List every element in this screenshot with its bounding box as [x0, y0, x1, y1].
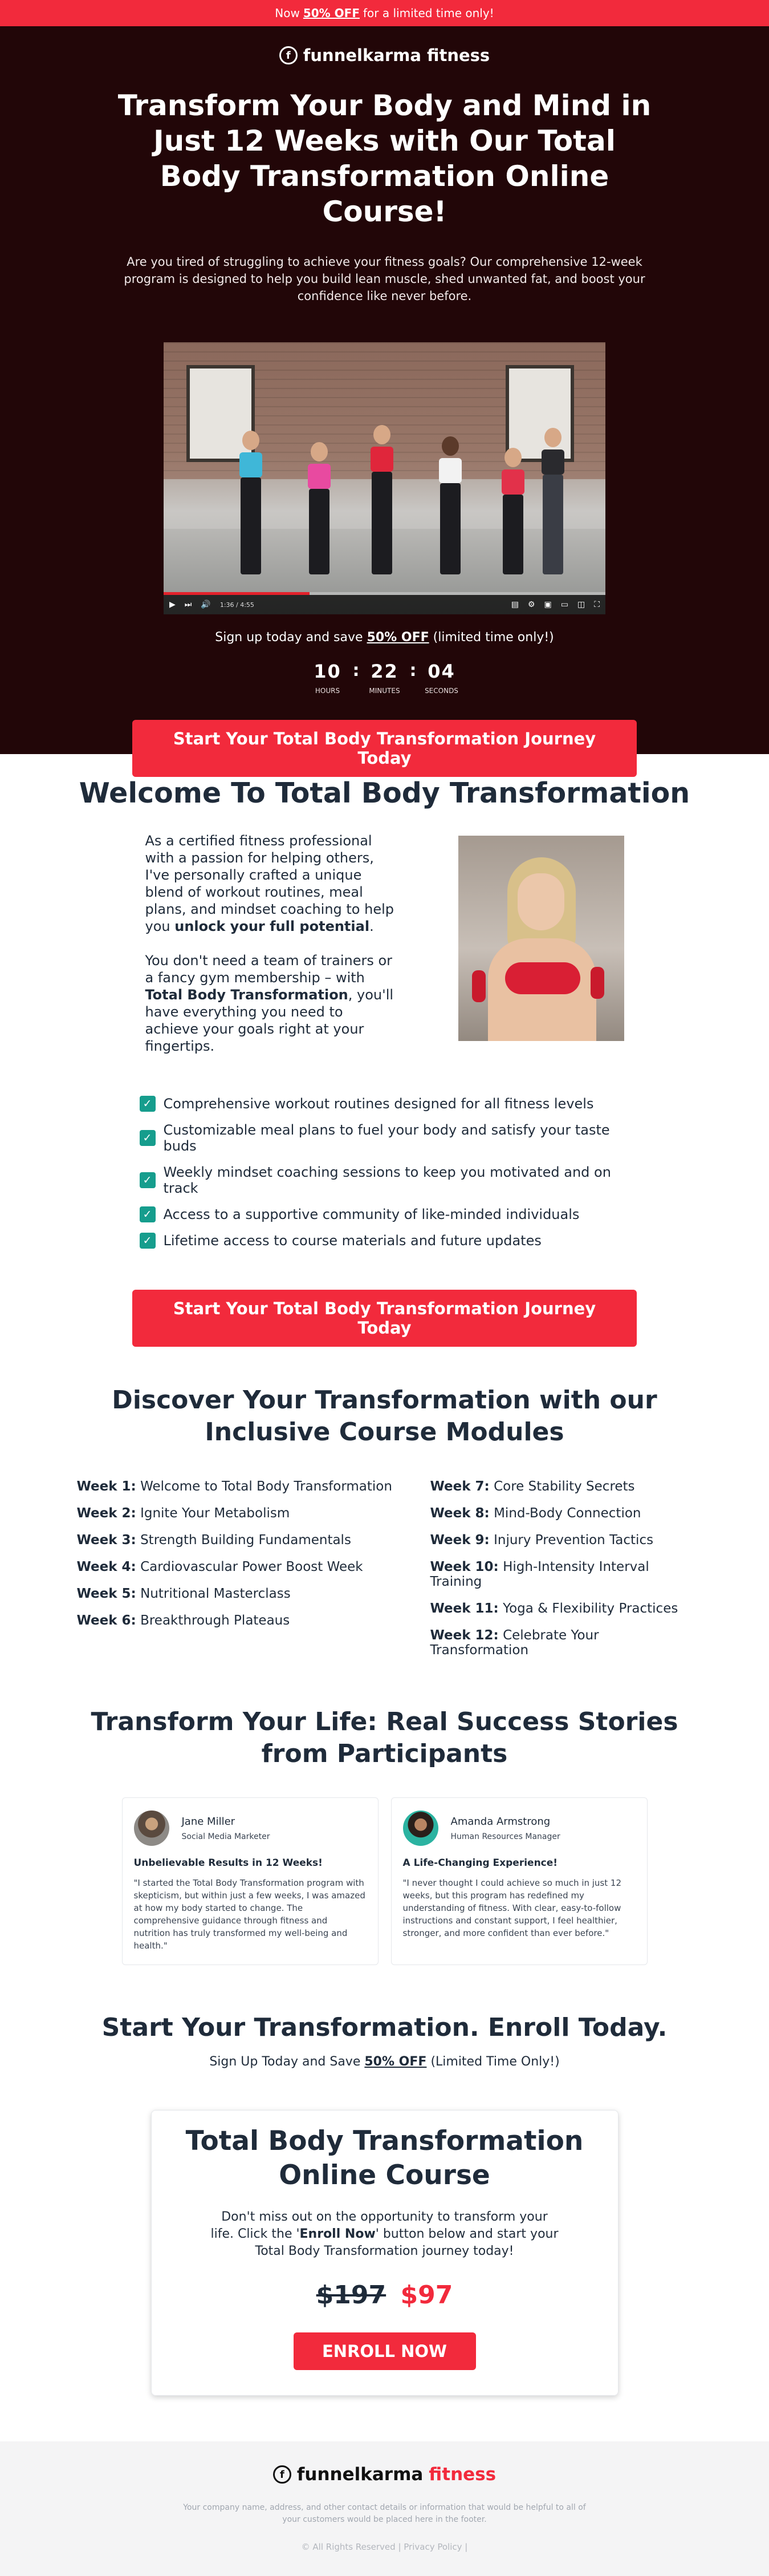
module-item	[430, 1479, 693, 1494]
check-icon: ✓	[140, 1206, 156, 1222]
checklist-text: Weekly mindset coaching sessions to keep you motivated and on track	[163, 1164, 611, 1196]
module-name: Core Stability Secrets	[494, 1479, 635, 1494]
checklist-item	[140, 1122, 630, 1154]
welcome-p2-end: , you'll have everything you need to achieve your goals right at your fingertips.	[145, 987, 394, 1054]
module-item	[77, 1613, 430, 1628]
module-name: Strength Building Fundamentals	[140, 1533, 351, 1548]
volume-icon[interactable]: 🔊	[201, 600, 211, 609]
module-week: Week 5:	[76, 1586, 136, 1601]
brand-logo[interactable]	[0, 26, 769, 65]
welcome-p1-end: .	[369, 918, 374, 934]
welcome-text	[145, 832, 396, 1055]
testimonial-quote: "I started the Total Body Transformation program with skepticism, but within just a few weeks, I was amazed at how my body started to change. The comprehensive guidance through fitness and nutrition has truly transformed my well-being and health."	[133, 1878, 365, 1951]
module-name: Celebrate Your Transformation	[430, 1628, 599, 1658]
module-item	[430, 1560, 693, 1589]
modules-title: Discover Your Transformation with our Inclusive Course Modules	[112, 1386, 657, 1447]
countdown-hours	[311, 661, 345, 695]
testimonial-headline: A Life-Changing Experience!	[402, 1857, 558, 1869]
module-name: Welcome to Total Body Transformation	[140, 1479, 392, 1494]
testimonial-header	[134, 1811, 367, 1846]
promo-prefix: Now	[275, 6, 300, 20]
checklist-item	[140, 1164, 630, 1196]
stories-section	[0, 1670, 769, 1965]
footer-address: Your company name, address, and other contact details or information that would be helpful to all of your customers would be placed here in the footer.	[183, 2503, 586, 2524]
enroll-sub-prefix: Sign Up Today and Save	[209, 2055, 361, 2069]
module-week: Week 10:	[430, 1560, 499, 1574]
module-week: Week 3:	[76, 1533, 136, 1548]
welcome-cta-button[interactable]: Start Your Total Body Transformation Journey Today	[132, 1290, 637, 1347]
stories-title: Transform Your Life: Real Success Stories from Participants	[91, 1707, 678, 1768]
promo-offer: 50% OFF	[303, 6, 360, 20]
cast-icon[interactable]: ◫	[577, 600, 585, 609]
testimonial-card	[122, 1797, 379, 1965]
testimonial-headline: Unbelievable Results in 12 Weeks!	[133, 1857, 323, 1869]
avatar	[134, 1811, 169, 1846]
module-week: Week 11:	[430, 1601, 499, 1616]
promo-banner	[0, 0, 769, 26]
check-icon: ✓	[140, 1130, 156, 1146]
module-name: Nutritional Masterclass	[140, 1586, 291, 1601]
module-week: Week 9:	[430, 1533, 490, 1548]
module-item	[77, 1560, 430, 1574]
welcome-p1-start: As a certified fitness professional with a passion for helping others, I've personally crafted a unique blend of workout routines, meal plans, and mindset coaching to help you	[145, 833, 394, 934]
module-item	[430, 1506, 693, 1521]
hero-section	[0, 26, 769, 768]
checklist-item	[140, 1096, 630, 1112]
check-icon: ✓	[140, 1233, 156, 1249]
welcome-p2-start: You don't need a team of trainers or a fancy gym membership – with	[145, 953, 393, 986]
enroll-section	[0, 1965, 769, 2396]
module-week: Week 1:	[76, 1479, 136, 1494]
testimonial-role: Human Resources Manager	[450, 1832, 560, 1841]
welcome-title: Welcome To Total Body Transformation	[79, 777, 690, 809]
theater-icon[interactable]: ▭	[560, 600, 568, 609]
modules-grid	[77, 1479, 693, 1670]
module-name: Breakthrough Plateaus	[140, 1613, 290, 1628]
offer-description	[208, 2209, 562, 2260]
module-item	[77, 1506, 430, 1521]
video-figure	[238, 431, 264, 574]
feature-checklist	[140, 1096, 630, 1249]
checklist-item	[140, 1233, 630, 1249]
welcome-p2-bold: Total Body Transformation	[145, 987, 348, 1003]
testimonial-header	[403, 1811, 636, 1846]
module-item	[430, 1601, 693, 1616]
module-name: High-Intensity Interval Training	[430, 1560, 649, 1589]
module-item	[430, 1533, 693, 1548]
signup-prefix: Sign up today and save	[215, 630, 363, 645]
offer-card	[151, 2110, 619, 2396]
signup-suffix: (limited time only!)	[433, 630, 554, 645]
module-name: Mind-Body Connection	[494, 1506, 641, 1521]
enroll-sub-suffix: (Limited Time Only!)	[430, 2055, 560, 2069]
price	[186, 2281, 584, 2310]
enroll-sub-offer: 50% OFF	[364, 2055, 427, 2069]
testimonial-quote: "I never thought I could achieve so much in just 12 weeks, but this program has redefined my understanding of fitness. With clear, easy-to-follow instructions and constant support, I feel healthier, stronger, and more confident than ever before."	[402, 1878, 621, 1938]
checklist-text: Customizable meal plans to fuel your body and satisfy your taste buds	[163, 1122, 610, 1154]
video-time: 1:36 / 4:55	[219, 601, 254, 609]
new-price: $97	[400, 2281, 453, 2310]
welcome-row	[145, 832, 624, 1055]
signup-offer: 50% OFF	[367, 630, 429, 645]
module-name: Injury Prevention Tactics	[494, 1533, 654, 1548]
footer-brand-accent: fitness	[429, 2464, 497, 2485]
footer-brand-main: funnelkarma	[296, 2464, 424, 2485]
signup-note	[0, 630, 769, 645]
hero-lead: Are you tired of struggling to achieve your fitness goals? Our comprehensive 12-week program is designed to help you build lean muscle, shed unwanted fat, and boost your confidence like never before.	[124, 255, 645, 303]
promo-suffix: for a limited time only!	[363, 6, 494, 20]
testimonial-card	[391, 1797, 648, 1965]
countdown-seconds	[425, 661, 459, 695]
captions-icon[interactable]: ▤	[511, 600, 519, 609]
welcome-p1-bold: unlock your full potential	[174, 918, 370, 934]
module-name: Ignite Your Metabolism	[140, 1506, 290, 1521]
footer-logo[interactable]	[0, 2464, 769, 2485]
check-icon: ✓	[140, 1096, 156, 1112]
countdown-hours-label: HOURS	[315, 687, 340, 695]
checklist-text: Access to a supportive community of like-minded individuals	[163, 1206, 580, 1222]
modules-column-right	[430, 1479, 693, 1670]
module-week: Week 6:	[76, 1613, 136, 1628]
check-icon: ✓	[140, 1172, 156, 1188]
countdown-seconds-value: 04	[428, 661, 455, 682]
checklist-text: Comprehensive workout routines designed for all fitness levels	[163, 1096, 594, 1112]
next-icon[interactable]: ⏭	[184, 600, 192, 609]
trainer-photo	[458, 836, 624, 1041]
countdown-hours-value: 10	[314, 661, 341, 682]
countdown-timer	[0, 661, 769, 695]
logo-icon: f	[273, 2465, 291, 2484]
offer-title: Total Body Transformation Online Course	[185, 2125, 584, 2191]
enroll-now-button[interactable]: ENROLL NOW	[294, 2332, 476, 2370]
module-week: Week 8:	[430, 1506, 490, 1521]
countdown-seconds-label: SECONDS	[425, 687, 458, 695]
testimonial-role: Social Media Marketer	[181, 1832, 270, 1841]
countdown-minutes	[368, 661, 402, 695]
testimonial-cards	[0, 1797, 769, 1965]
modules-section	[0, 1347, 769, 1670]
video-figure	[540, 428, 566, 574]
video-figure	[500, 448, 526, 574]
footer	[0, 2441, 769, 2576]
module-week: Week 7:	[430, 1479, 490, 1494]
module-week: Week 4:	[76, 1560, 136, 1574]
module-week: Week 2:	[76, 1506, 136, 1521]
hero-cta-button[interactable]: Start Your Total Body Transformation Journey Today	[132, 720, 637, 777]
countdown-separator: :	[352, 661, 360, 681]
modules-column-left	[77, 1479, 430, 1670]
module-item	[430, 1628, 693, 1658]
module-item	[77, 1533, 430, 1548]
settings-icon[interactable]: ⚙	[527, 600, 535, 609]
countdown-minutes-value: 22	[371, 661, 398, 682]
countdown-separator: :	[409, 661, 417, 681]
module-name: Cardiovascular Power Boost Week	[140, 1560, 363, 1574]
welcome-paragraph-2	[145, 952, 396, 1055]
testimonial-name: Amanda Armstrong	[450, 1815, 551, 1828]
checklist-item	[140, 1206, 630, 1222]
enroll-title: Start Your Transformation. Enroll Today.	[101, 2013, 668, 2042]
avatar	[403, 1811, 438, 1846]
play-icon[interactable]: ▶	[169, 600, 176, 609]
module-item	[77, 1586, 430, 1601]
testimonial-name: Jane Miller	[181, 1815, 235, 1828]
module-name: Yoga & Flexibility Practices	[503, 1601, 678, 1616]
brand-name: funnelkarma fitness	[303, 46, 490, 65]
video-controls	[164, 595, 605, 614]
fullscreen-icon[interactable]: ⛶	[594, 600, 600, 609]
module-week: Week 12:	[430, 1628, 499, 1643]
module-item	[77, 1479, 430, 1494]
offer-desc-start: Don't miss out on the opportunity to transform your life. Click the '	[210, 2210, 548, 2241]
offer-desc-end: ' button below and start your Total Body Transformation journey today!	[255, 2227, 559, 2258]
enroll-subtitle	[0, 2055, 769, 2069]
video-figure	[437, 436, 463, 574]
miniplayer-icon[interactable]: ▣	[544, 600, 552, 609]
video-figure	[306, 442, 332, 574]
video-figure	[369, 425, 395, 574]
hero-title: Transform Your Body and Mind in Just 12 Weeks with Our Total Body Transformation Online Course!	[117, 89, 652, 228]
welcome-paragraph-1	[145, 832, 396, 935]
logo-icon: f	[279, 46, 298, 64]
checklist-text: Lifetime access to course materials and future updates	[163, 1233, 542, 1249]
old-price: $197	[316, 2281, 386, 2310]
offer-desc-bold: Enroll Now	[299, 2227, 376, 2241]
footer-rights[interactable]: © All Rights Reserved | Privacy Policy |	[301, 2542, 468, 2552]
welcome-section	[0, 754, 769, 1347]
video-player[interactable]	[164, 342, 605, 614]
countdown-minutes-label: MINUTES	[369, 687, 400, 695]
